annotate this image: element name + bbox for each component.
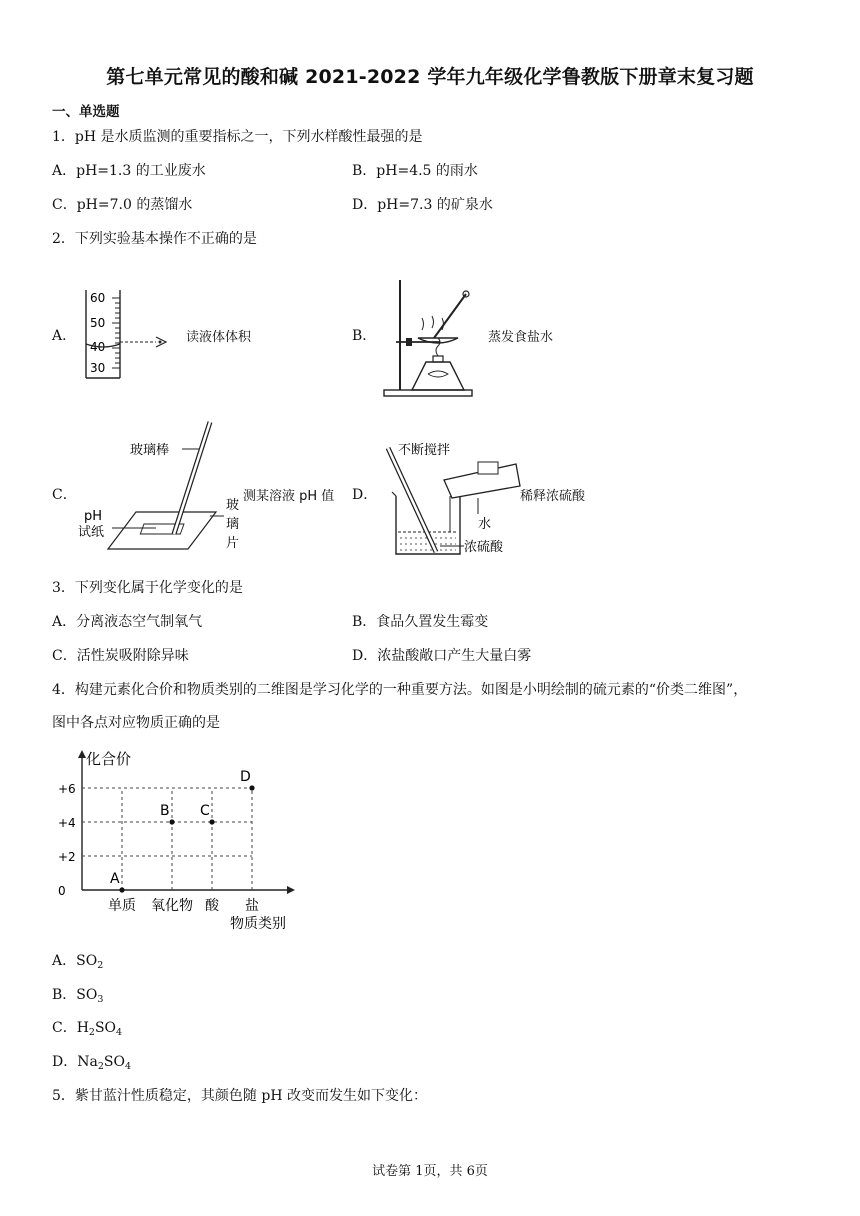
q1-option-d[interactable]: D．pH=7.3 的矿泉水: [352, 197, 493, 213]
q2-option-b[interactable]: B．: [352, 328, 377, 344]
question-1-stem: 1．pH 是水质监测的重要指标之一，下列水样酸性最强的是: [52, 129, 423, 145]
chart-y-arrow: [78, 750, 86, 758]
question-4-stem-line2: 图中各点对应物质正确的是: [52, 715, 220, 731]
question-5-stem: 5．紫甘蓝汁性质稳定，其颜色随 pH 改变而发生如下变化：: [52, 1088, 427, 1104]
q4-option-a[interactable]: A．$SO_2$: [52, 953, 104, 971]
chart-y-tick-label: 0: [58, 884, 66, 898]
chart-y-tick-label: +6: [58, 782, 76, 796]
q2-b-caption: 蒸发食盐水: [488, 330, 554, 345]
chart-x-arrow: [287, 886, 295, 894]
cylinder-tick-30: 30: [90, 361, 106, 375]
question-3-stem: 3．下列变化属于化学变化的是: [52, 580, 243, 596]
q2-option-d[interactable]: D．: [352, 487, 378, 503]
chart-xlabel: 物质类别: [230, 916, 286, 932]
ph-paper-label-2: 试纸: [78, 525, 105, 540]
evaporation-setup-figure: [378, 272, 478, 400]
q1-option-b[interactable]: B．pH=4.5 的雨水: [352, 163, 478, 179]
chart-x-tick-label: 氧化物: [151, 898, 193, 914]
chart-point-label: D: [240, 769, 251, 785]
chart-x-tick-label: 盐: [245, 898, 259, 914]
q1-option-a[interactable]: A．pH=1.3 的工业废水: [52, 163, 206, 179]
chart-point-d: [249, 785, 254, 790]
stir-label: 不断搅拌: [398, 443, 451, 458]
glass-plate-label-2: 璃: [226, 517, 240, 532]
page-title: 第七单元常见的酸和碱 2021-2022 学年九年级化学鲁教版下册章末复习题: [106, 66, 754, 88]
q4-option-c[interactable]: C．$H_2SO_4$: [52, 1020, 123, 1038]
ph-test-figure: [78, 414, 248, 559]
cylinder-tick-40: 40: [90, 340, 106, 354]
q2-option-c[interactable]: C．: [52, 487, 77, 503]
q4-option-d[interactable]: D．$Na_2SO_4$: [52, 1054, 131, 1072]
chart-point-label: A: [110, 871, 120, 887]
q1-option-c[interactable]: C．pH=7.0 的蒸馏水: [52, 197, 193, 213]
graduated-cylinder-figure: [78, 284, 188, 384]
chart-point-label: B: [160, 803, 170, 819]
q3-option-a[interactable]: A．分离液态空气制氧气: [52, 614, 203, 630]
chart-point-b: [169, 819, 174, 824]
chart-point-c: [209, 819, 214, 824]
question-4-stem-line1: 4．构建元素化合价和物质类别的二维图是学习化学的一种重要方法。如图是小明绘制的硫元素的“价类二维图”，: [52, 682, 748, 698]
page-footer: 试卷第 1页，共 6页: [372, 1164, 488, 1179]
q4-option-b[interactable]: B．$SO_3$: [52, 987, 104, 1005]
chart-ylabel: 化合价: [86, 750, 132, 768]
chart-x-tick-label: 单质: [108, 898, 136, 914]
q2-c-caption: 测某溶液 pH 值: [243, 489, 335, 504]
cylinder-tick-50: 50: [90, 316, 106, 330]
q3-option-d[interactable]: D．浓盐酸敞口产生大量白雾: [352, 648, 532, 664]
q2-a-caption: 读液体体积: [186, 330, 252, 345]
acid-label: 浓硫酸: [464, 540, 504, 555]
water-label: 水: [478, 517, 492, 532]
q2-option-a[interactable]: A．: [52, 328, 77, 344]
q3-option-b[interactable]: B．食品久置发生霉变: [352, 614, 489, 630]
glass-rod-label: 玻璃棒: [130, 443, 170, 458]
valence-class-chart: [50, 742, 300, 934]
ph-paper-label-1: pH: [84, 509, 103, 524]
chart-x-tick-label: 酸: [205, 898, 219, 914]
chart-y-tick-label: +2: [58, 850, 76, 864]
chart-y-tick-label: +4: [58, 816, 76, 830]
q3-option-c[interactable]: C．活性炭吸附除异味: [52, 648, 189, 664]
q2-d-caption: 稀释浓硫酸: [520, 489, 586, 504]
glass-plate-label-1: 玻: [226, 498, 240, 513]
chart-point-label: C: [200, 803, 210, 819]
glass-plate-label-3: 片: [226, 536, 240, 551]
section-heading: 一、单选题: [52, 104, 120, 120]
dilution-figure: [378, 436, 528, 560]
cylinder-tick-60: 60: [90, 291, 106, 305]
question-2-stem: 2．下列实验基本操作不正确的是: [52, 231, 257, 247]
chart-point-a: [119, 887, 124, 892]
